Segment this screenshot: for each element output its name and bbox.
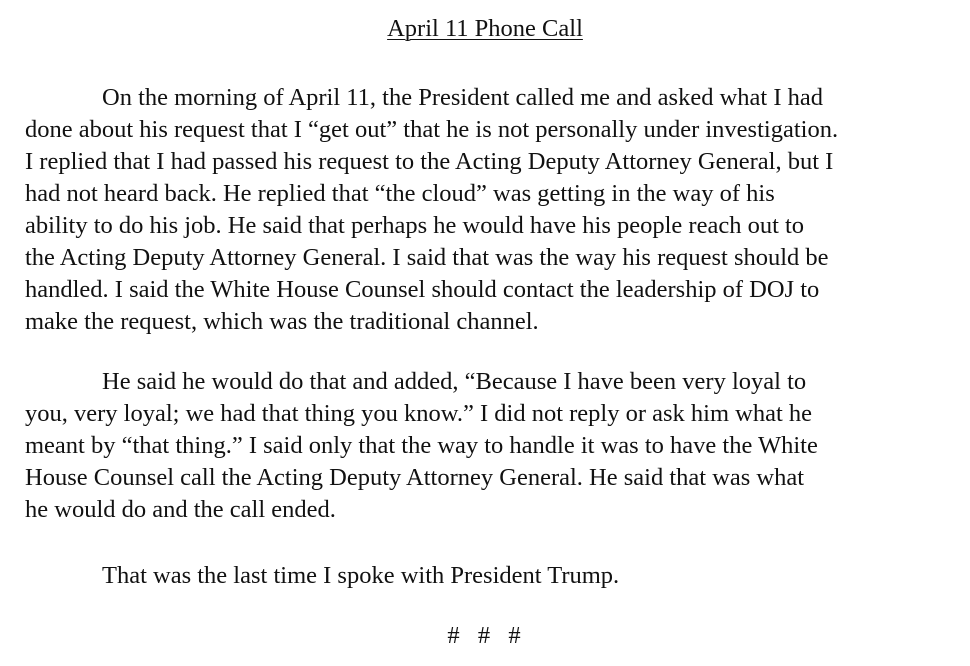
paragraph-3 <box>25 560 945 592</box>
text-line: ability to do his job. He said that perhaps he would have his people reach out to <box>25 212 805 239</box>
end-mark: # # # <box>447 622 523 649</box>
text-line: he would do and the call ended. <box>25 496 336 523</box>
text-line: done about his request that I “get out” that he is not personally under investigation. <box>25 116 839 143</box>
text-line: meant by “that thing.” I said only that the way to handle it was to have the White <box>25 432 818 459</box>
text-line: you, very loyal; we had that thing you know.” I did not reply or ask him what he <box>25 400 813 427</box>
text-line: House Counsel call the Acting Deputy Attorney General. He said that was what <box>25 464 805 491</box>
text-line: I replied that I had passed his request to the Acting Deputy Attorney General, but I <box>25 148 834 175</box>
text-line: had not heard back. He replied that “the cloud” was getting in the way of his <box>25 180 775 207</box>
document-title: April 11 Phone Call <box>387 15 583 42</box>
text-line: make the request, which was the traditional channel. <box>25 308 539 335</box>
paragraph-1 <box>25 82 945 338</box>
text-line: That was the last time I spoke with President Trump. <box>102 562 620 589</box>
text-line: handled. I said the White House Counsel should contact the leadership of DOJ to <box>25 276 820 303</box>
paragraph-2 <box>25 366 945 526</box>
text-line: On the morning of April 11, the President called me and asked what I had <box>102 84 823 111</box>
text-line: the Acting Deputy Attorney General. I said that was the way his request should be <box>25 244 829 271</box>
text-line: He said he would do that and added, “Because I have been very loyal to <box>102 368 807 395</box>
